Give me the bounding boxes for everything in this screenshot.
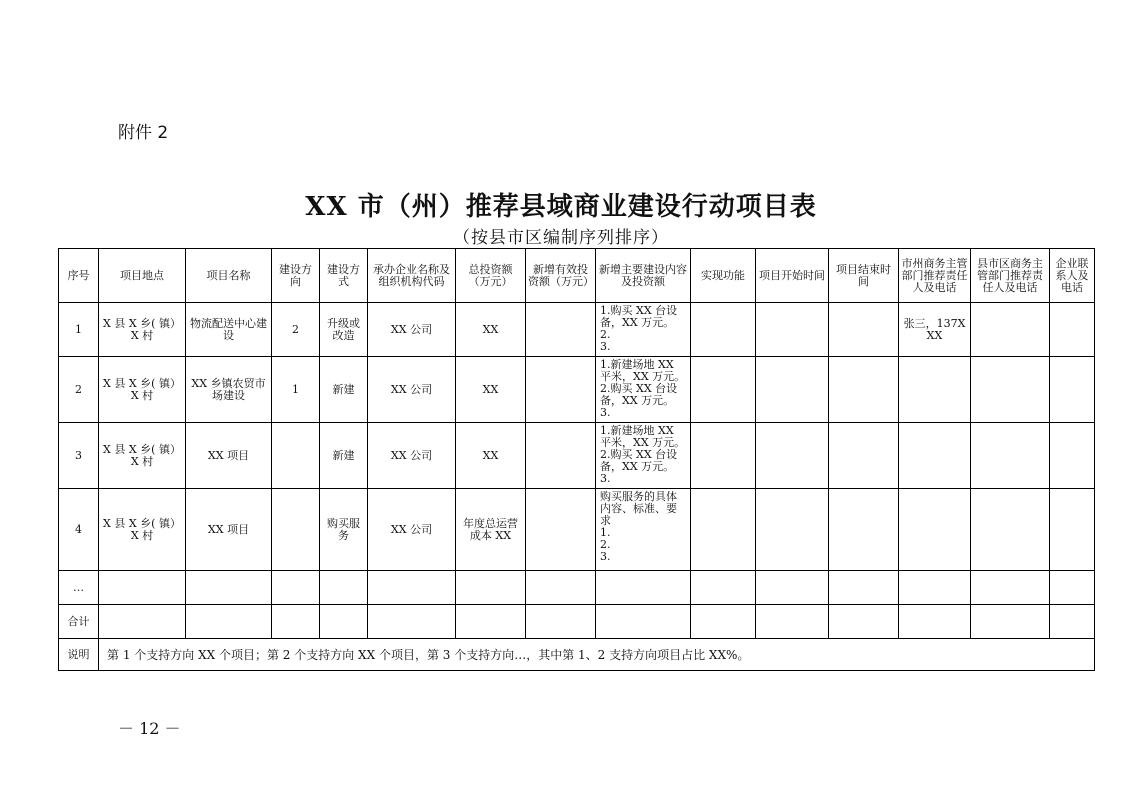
content-line: 2.购买 XX 台设备，XX 万元。 [600,448,678,473]
content-line: 购买服务的具体内容、标准、要求 [600,490,677,527]
header-location: 项目地点 [99,249,186,303]
cell-direction [272,489,320,571]
cell-company: XX 公司 [368,423,456,489]
cell-start [756,303,829,357]
cell-city-contact: 张三，137XXX [899,303,971,357]
cell-location: X 县 X 乡( 镇）X 村 [99,423,186,489]
table-row [59,357,1095,423]
document-title: XX 市（州）推荐县域商业建设行动项目表 [305,192,817,222]
content-line: 2. [600,538,611,551]
cell-location: X 县 X 乡( 镇）X 村 [99,357,186,423]
attachment-label: 附件 2 [118,123,169,143]
cell-seq: 2 [59,357,99,423]
cell-location: X 县 X 乡( 镇）X 村 [99,489,186,571]
cell-new-effective [526,489,596,571]
cell-start [756,489,829,571]
cell-company-contact [1050,357,1095,423]
cell-company-contact [1050,489,1095,571]
cell-seq: 3 [59,423,99,489]
table-row [59,423,1095,489]
cell-total-invest: 年度总运营成本 XX [456,489,526,571]
cell-company-contact [1050,303,1095,357]
cell-function [691,423,756,489]
cell-company: XX 公司 [368,303,456,357]
cell-function [691,357,756,423]
cell-new-effective [526,357,596,423]
cell-city-contact [899,423,971,489]
document-subtitle: （按县市区编制序列排序） [453,228,669,248]
cell-function [691,303,756,357]
content-line: 2.购买 XX 台设备，XX 万元。 [600,382,678,407]
cell-direction [272,423,320,489]
header-new-effective: 新增有效投资额（万元） [526,249,596,303]
cell-company: XX 公司 [368,357,456,423]
note-text: 第 1 个支持方向 XX 个项目；第 2 个支持方向 XX 个项目，第 3 个支持方向…，其中第 1、2 支持方向项目占比 XX%。 [99,639,1095,671]
cell-county-contact [971,423,1050,489]
header-end: 项目结束时间 [829,249,899,303]
cell-total-invest: XX [456,303,526,357]
cell-city-contact [899,489,971,571]
header-method: 建设方式 [320,249,368,303]
cell-function [691,489,756,571]
cell-city-contact [899,357,971,423]
cell-end [829,423,899,489]
cell-seq: 1 [59,303,99,357]
cell-method: 升级或改造 [320,303,368,357]
header-function: 实现功能 [691,249,756,303]
cell-name: XX 项目 [186,489,272,571]
header-direction: 建设方向 [272,249,320,303]
ellipsis-cell: … [59,571,99,605]
content-line: 3. [600,550,611,563]
content-line: 3. [600,340,611,353]
cell-direction: 1 [272,357,320,423]
cell-content [596,303,691,357]
cell-end [829,357,899,423]
content-line: 1. [600,526,611,539]
cell-direction: 2 [272,303,320,357]
cell-new-effective [526,423,596,489]
cell-company: XX 公司 [368,489,456,571]
content-line: 1.新建场地 XX 平米，XX 万元。 [600,424,686,449]
table-row [59,303,1095,357]
header-company-contact: 企业联系人及电话 [1050,249,1095,303]
total-row [59,605,1095,639]
cell-total-invest: XX [456,423,526,489]
content-line: 1.购买 XX 台设备，XX 万元。 [600,304,678,329]
cell-name: 物流配送中心建设 [186,303,272,357]
cell-county-contact [971,357,1050,423]
cell-content [596,489,691,571]
cell-total-invest: XX [456,357,526,423]
cell-content [596,357,691,423]
header-name: 项目名称 [186,249,272,303]
content-line: 3. [600,406,611,419]
header-seq: 序号 [59,249,99,303]
table-row [59,489,1095,571]
cell-start [756,357,829,423]
cell-content [596,423,691,489]
page-number: － 12 － [118,719,181,738]
cell-method: 购买服务 [320,489,368,571]
content-line: 3. [600,472,611,485]
header-city-contact: 市州商务主管部门推荐责任人及电话 [899,249,971,303]
project-table [58,248,1095,671]
header-total-invest: 总投资额（万元） [456,249,526,303]
header-main-content: 新增主要建设内容及投资额 [596,249,691,303]
note-row [59,639,1095,671]
cell-new-effective [526,303,596,357]
content-line: 2. [600,328,611,341]
table-header-row [59,249,1095,303]
content-line: 1.新建场地 XX 平米，XX 万元。 [600,358,686,383]
cell-end [829,303,899,357]
total-label: 合计 [59,605,99,639]
header-county-contact: 县市区商务主管部门推荐责任人及电话 [971,249,1050,303]
cell-company-contact [1050,423,1095,489]
note-label: 说明 [59,639,99,671]
cell-start [756,423,829,489]
cell-name: XX 项目 [186,423,272,489]
cell-method: 新建 [320,357,368,423]
cell-county-contact [971,303,1050,357]
cell-end [829,489,899,571]
cell-county-contact [971,489,1050,571]
cell-location: X 县 X 乡( 镇）X 村 [99,303,186,357]
cell-seq: 4 [59,489,99,571]
header-company: 承办企业名称及组织机构代码 [368,249,456,303]
header-start: 项目开始时间 [756,249,829,303]
ellipsis-row [59,571,1095,605]
cell-name: XX 乡镇农贸市场建设 [186,357,272,423]
cell-method: 新建 [320,423,368,489]
